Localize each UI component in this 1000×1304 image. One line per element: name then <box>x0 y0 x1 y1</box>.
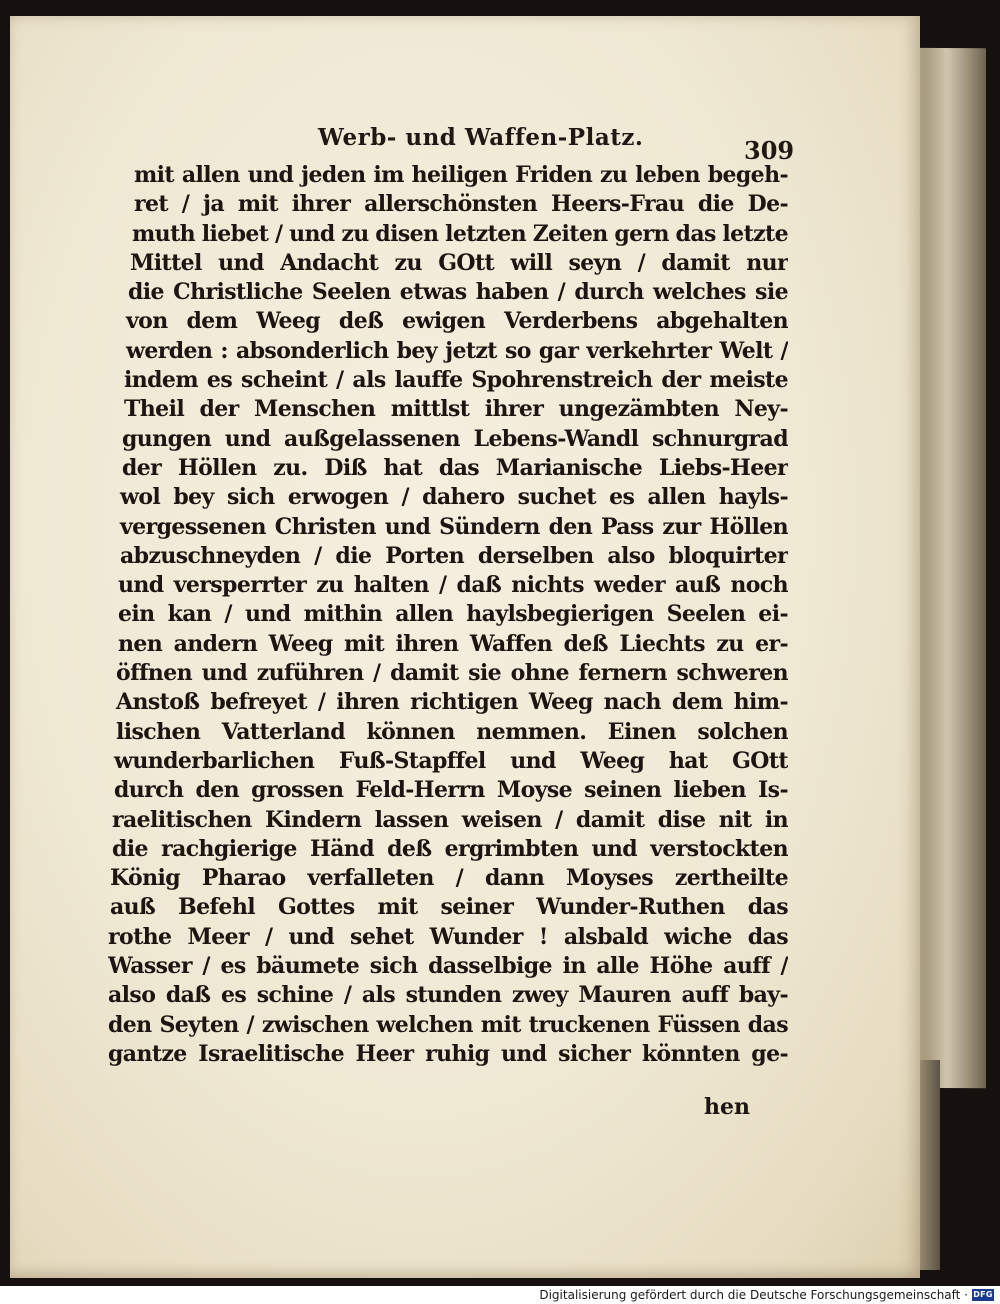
text-line: also daß es schine / als stunden zwey Mauren auff bay- <box>108 982 788 1009</box>
text-line: Theil der Menschen mittlst ihrer ungezämbten Ney- <box>124 396 788 423</box>
text-line: Wasser / es bäumete sich dasselbige in alle Höhe auff / <box>108 953 788 980</box>
text-line: durch den grossen Feld-Herrn Moyse seinen lieben Is- <box>114 777 788 804</box>
text-line: nen andern Weeg mit ihren Waffen deß Liechts zu er- <box>118 630 788 657</box>
text-line: Mittel und Andacht zu GOtt will seyn / damit nur <box>130 249 788 276</box>
text-line: vergessenen Christen und Sündern den Pass zur Höllen <box>120 513 788 540</box>
text-line: auß Befehl Gottes mit seiner Wunder-Ruthen das <box>110 894 788 921</box>
text-line: von dem Weeg deß ewigen Verderbens abgehalten <box>126 308 788 335</box>
footer-bar <box>0 1286 1000 1304</box>
text-line: gantze Israelitische Heer ruhig und sicher könnten ge- <box>108 1040 788 1067</box>
text-line: der Höllen zu. Diß hat das Marianische Liebs-Heer <box>122 454 788 481</box>
text-line: muth liebet / und zu disen letzten Zeiten gern das letzte <box>132 220 788 247</box>
text-line: die Christliche Seelen etwas haben / durch welches sie <box>128 279 788 306</box>
running-head: Werb- und Waffen-Platz. <box>318 124 644 151</box>
text-line: wunderbarlichen Fuß-Stapffel und Weeg hat GOtt <box>114 747 788 774</box>
text-line: öffnen und zuführen / damit sie ohne fernern schweren <box>116 660 788 687</box>
dfg-logo-icon: DFG <box>973 1290 993 1299</box>
book-page <box>10 16 920 1278</box>
body-text <box>108 161 788 1069</box>
text-line: rothe Meer / und sehet Wunder ! alsbald wiche das <box>108 923 788 950</box>
text-line: wol bey sich erwogen / dahero suchet es allen hayls- <box>120 484 788 511</box>
text-line: gungen und außgelassenen Lebens-Wandl schnurgrad <box>122 425 788 452</box>
text-line: ein kan / und mithin allen haylsbegierigen Seelen ei- <box>118 601 788 628</box>
text-line: ret / ja mit ihrer allerschönsten Heers-Frau die De- <box>134 191 788 218</box>
text-line: den Seyten / zwischen welchen mit truckenen Füssen das <box>108 1011 788 1038</box>
text-line: indem es scheint / als lauffe Spohrenstreich der meiste <box>124 367 788 394</box>
text-line: Anstoß befreyet / ihren richtigen Weeg nach dem him- <box>116 689 788 716</box>
text-line: König Pharao verfalleten / dann Moyses zertheilte <box>110 865 788 892</box>
catchword: hen <box>704 1094 750 1120</box>
text-line: lischen Vatterland können nemmen. Einen solchen <box>116 718 788 745</box>
text-line: werden : absonderlich bey jetzt so gar verkehrter Welt / <box>126 337 788 364</box>
text-line: und versperrter zu halten / daß nichts weder auß noch <box>118 572 788 599</box>
page-number: 309 <box>744 136 795 165</box>
text-line: abzuschneyden / die Porten derselben also bloquirter <box>120 542 788 569</box>
text-line: raelitischen Kindern lassen weisen / damit dise nit in <box>112 806 788 833</box>
text-line: mit allen und jeden im heiligen Friden zu leben begeh- <box>134 162 788 188</box>
footer-credit: Digitalisierung gefördert durch die Deutsche Forschungsgemeinschaft · <box>539 1288 968 1302</box>
text-line: die rachgierige Händ deß ergrimbten und verstockten <box>112 835 788 862</box>
